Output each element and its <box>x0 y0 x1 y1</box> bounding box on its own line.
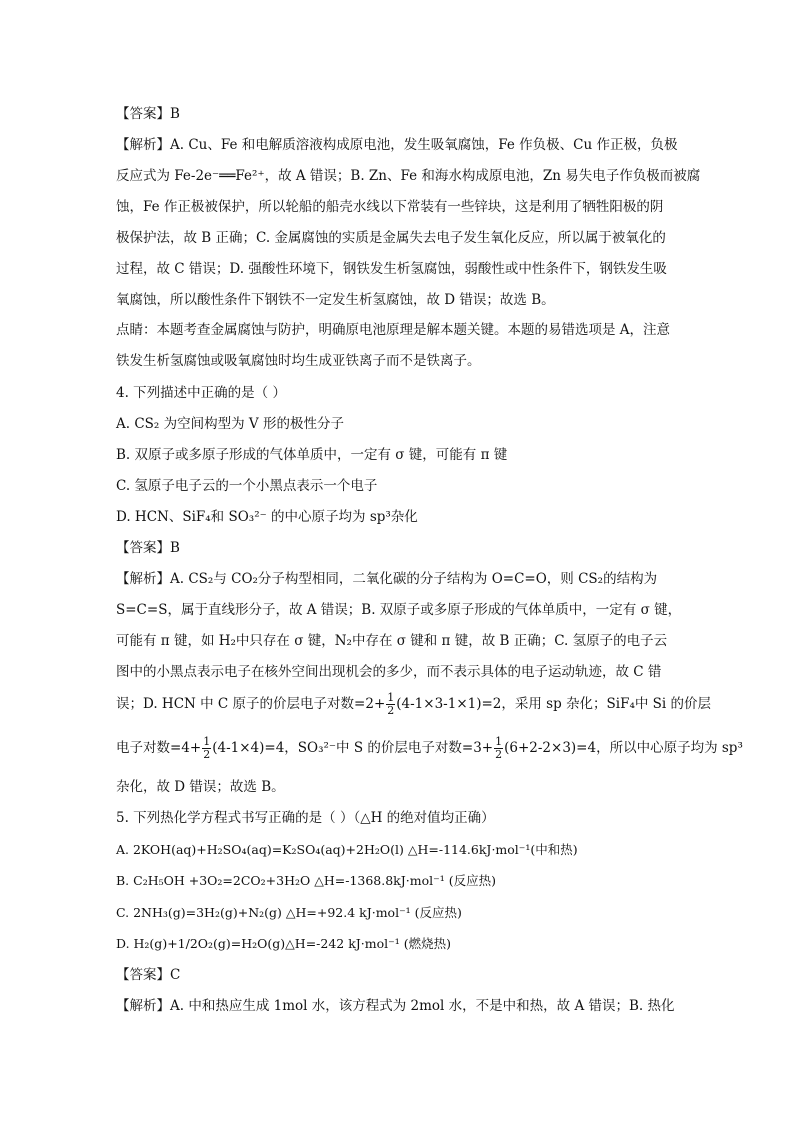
q4-stem: 4. 下列描述中正确的是（ ） <box>116 385 286 401</box>
q4-answer: 【答案】B <box>116 540 180 556</box>
q4-analysis-text: (4-1×3-1×1)=2，采用 sp 杂化；SiF₄中 Si 的价层 <box>396 696 712 712</box>
q4-option-a: A. CS₂ 为空间构型为 V 形的极性分子 <box>116 416 344 432</box>
q4-option-b: B. 双原子或多原子形成的气体单质中，一定有 σ 键，可能有 π 键 <box>116 447 508 463</box>
q3-analysis-line: 蚀，Fe 作正极被保护，所以轮船的船壳水线以下常装有一些锌块，这是利用了牺牲阳极的阴 <box>116 199 664 215</box>
q5-stem: 5. 下列热化学方程式书写正确的是（ ）（△H 的绝对值均正确） <box>116 810 495 826</box>
q5-option-d: D. H₂(g)+1/2O₂(g)=H₂O(g)△H=-242 kJ·mol⁻¹ (燃烧热) <box>116 936 451 951</box>
fraction-one-half: $\frac{1}{2}$ <box>387 691 395 717</box>
q3-comment-line: 铁发生析氢腐蚀或吸氧腐蚀时均生成亚铁离子而不是铁离子。 <box>116 353 481 369</box>
fraction-one-half: $\frac{1}{2}$ <box>203 735 211 761</box>
q4-analysis-text: (4-1×4)=4，SO₃²⁻中 S 的价层电子对数=3+ <box>212 740 494 756</box>
q3-analysis-line: 【解析】A. Cu、Fe 和电解质溶液构成原电池，发生吸氧腐蚀，Fe 作负极、Cu 作正极，负极 <box>116 137 678 153</box>
q3-analysis-line: 极保护法，故 B 正确；C. 金属腐蚀的实质是金属失去电子发生氧化反应，所以属于被氧化的 <box>116 230 666 246</box>
q4-analysis-line: 【解析】A. CS₂与 CO₂分子构型相同，二氧化碳的分子结构为 O=C=O，则 CS₂的结构为 <box>116 571 658 587</box>
q5-option-b: B. C₂H₅OH +3O₂=2CO₂+3H₂O △H=-1368.8kJ·mol⁻¹ (反应热) <box>116 873 496 888</box>
q4-option-d: D. HCN、SiF₄和 SO₃²⁻ 的中心原子均为 sp³杂化 <box>116 509 418 525</box>
q5-option-c: C. 2NH₃(g)=3H₂(g)+N₂(g) △H=+92.4 kJ·mol⁻¹ (反应热) <box>116 905 462 920</box>
q3-analysis-line: 氧腐蚀，所以酸性条件下钢铁不一定发生析氢腐蚀，故 D 错误；故选 B。 <box>116 292 555 308</box>
q4-analysis-line: 可能有 π 键，如 H₂中只存在 σ 键，N₂中存在 σ 键和 π 键，故 B 正确；C. 氢原子的电子云 <box>116 633 668 649</box>
q4-analysis-text: 电子对数=4+ <box>116 740 202 756</box>
q5-option-a: A. 2KOH(aq)+H₂SO₄(aq)=K₂SO₄(aq)+2H₂O(l) △H=-114.6kJ·mol⁻¹(中和热) <box>116 842 578 857</box>
q4-analysis-text: (6+2-2×3)=4，所以中心原子均为 sp³ <box>504 740 743 756</box>
q4-analysis-fraction-line <box>116 736 743 761</box>
q4-analysis-line: 杂化，故 D 错误；故选 B。 <box>116 779 285 795</box>
q4-analysis-line: 图中的小黑点表示电子在核外空间出现机会的多少，而不表示具体的电子运动轨迹，故 C 错 <box>116 664 662 680</box>
q4-analysis-fraction-line <box>116 692 711 717</box>
q3-analysis-line: 反应式为 Fe-2e⁻══Fe²⁺，故 A 错误；B. Zn、Fe 和海水构成原电池，Zn 易失电子作负极而被腐 <box>116 168 701 184</box>
q4-option-c: C. 氢原子电子云的一个小黑点表示一个电子 <box>116 478 378 494</box>
q4-analysis-line: S=C=S，属于直线形分子，故 A 错误；B. 双原子或多原子形成的气体单质中，一定有 σ 键， <box>116 602 682 618</box>
q3-answer: 【答案】B <box>116 106 180 122</box>
fraction-one-half: $\frac{1}{2}$ <box>495 735 503 761</box>
q4-analysis-text: 误；D. HCN 中 C 原子的价层电子对数=2+ <box>116 696 386 712</box>
q5-answer: 【答案】C <box>116 967 181 983</box>
q5-analysis-line: 【解析】A. 中和热应生成 1mol 水，该方程式为 2mol 水，不是中和热，故 A 错误；B. 热化 <box>116 998 675 1014</box>
q3-comment-line: 点睛：本题考查金属腐蚀与防护，明确原电池原理是解本题关键。本题的易错选项是 A，注意 <box>116 322 671 338</box>
q3-analysis-line: 过程，故 C 错误；D. 强酸性环境下，钢铁发生析氢腐蚀，弱酸性或中性条件下，钢铁发生吸 <box>116 261 667 277</box>
